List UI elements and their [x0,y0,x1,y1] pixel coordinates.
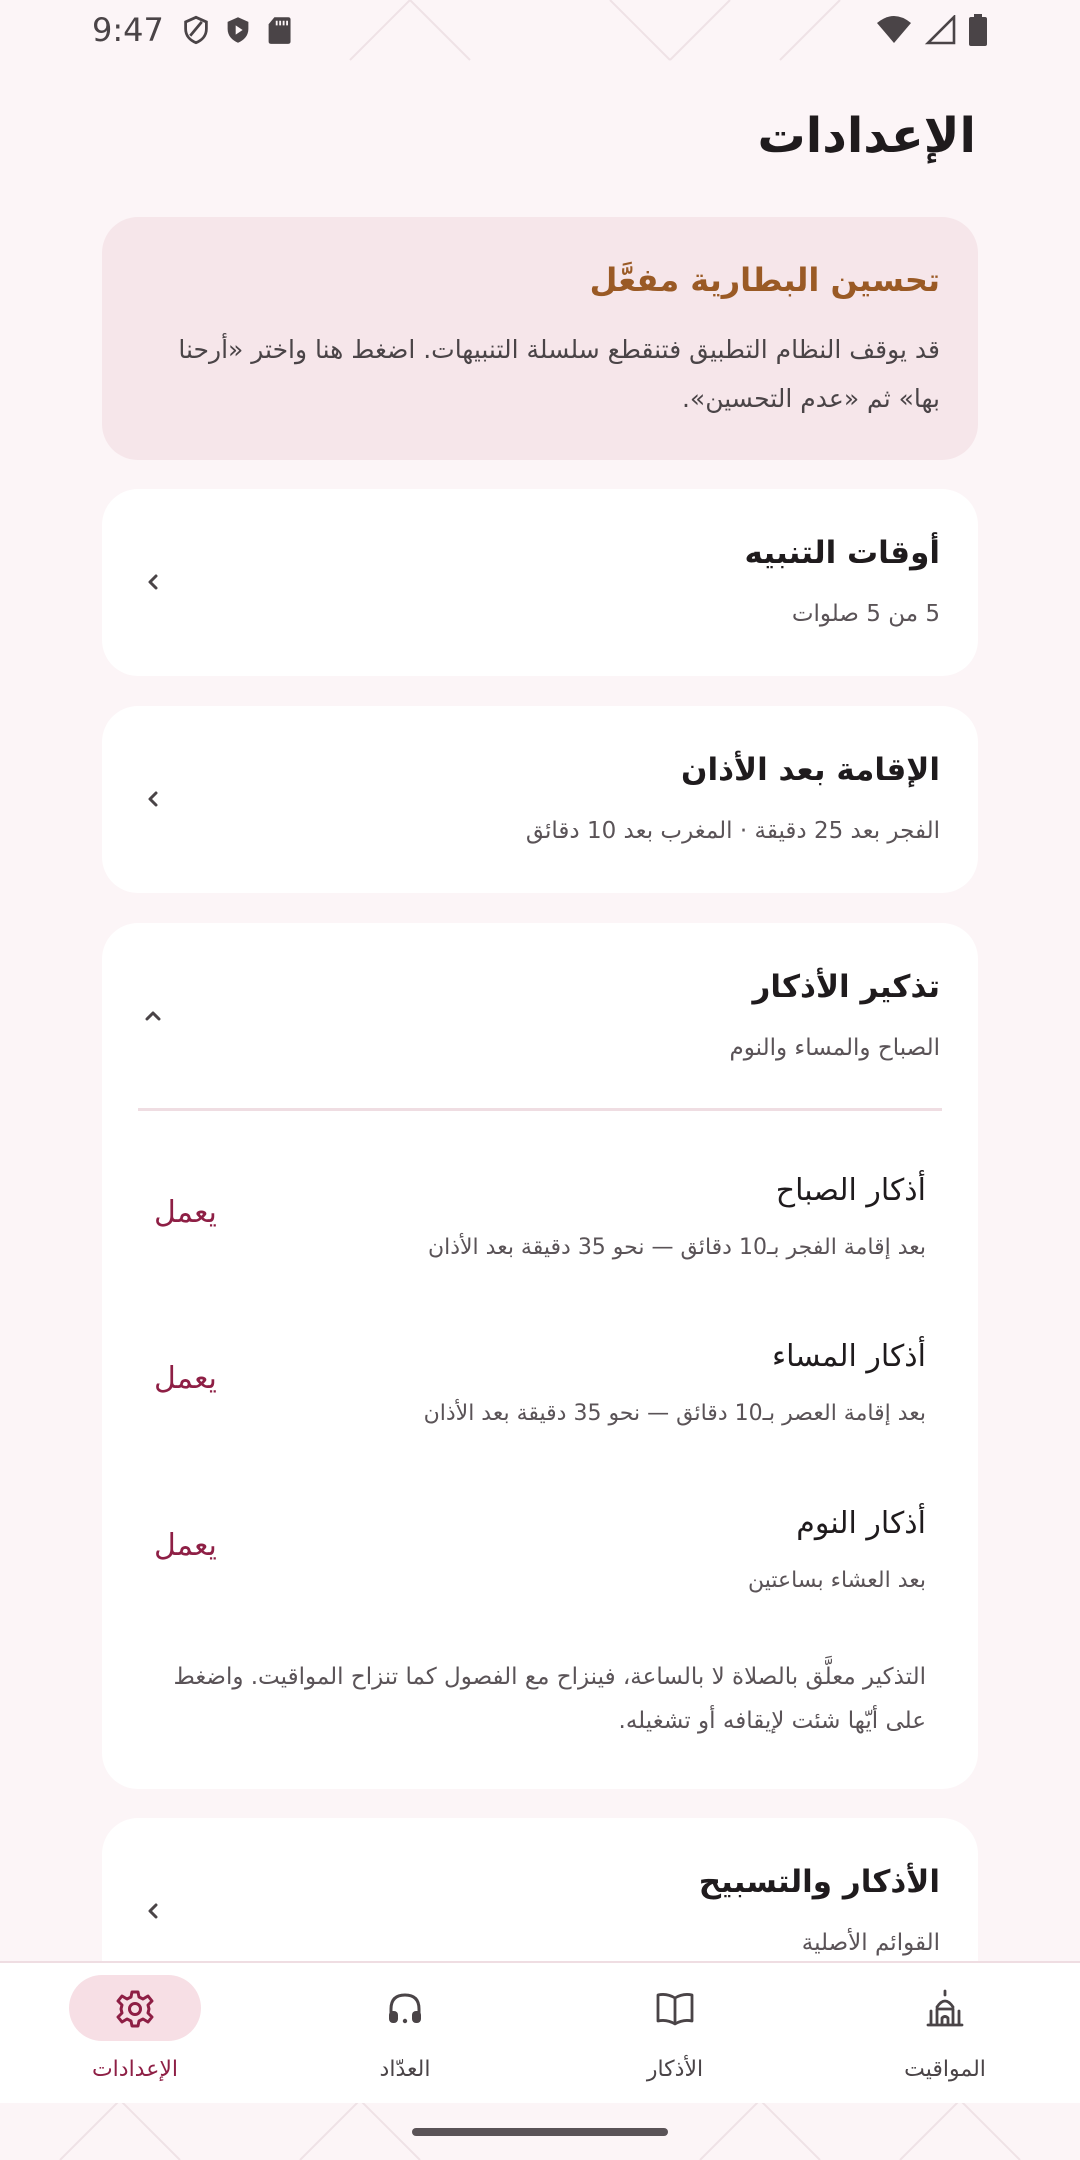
iqama-subtitle: الفجر بعد 25 دقيقة · المغرب بعد 10 دقائق [525,818,940,844]
chevron-left-icon [138,784,168,814]
bottom-navigation [0,1961,1080,2103]
iqama-card[interactable] [102,706,978,893]
adhkar-reminder-note: التذكير معلَّق بالصلاة لا بالساعة، فينزاح مع الفصول كما تنزاح المواقيت. واضغط على أيّها شئت لإيقافه أو تشغيله. [173,1664,926,1734]
nav-settings[interactable] [0,1963,270,2103]
adhkar-tasbih-subtitle: القوائم الأصلية [801,1930,940,1956]
nav-label: العدّاد [379,2057,431,2082]
status-time: 9:47 [92,11,164,49]
battery-warning-title: تحسين البطارية مفعَّل [589,261,940,299]
book-icon [653,1987,697,2031]
divider [138,1108,942,1111]
morning-adhkar-title: أذكار الصباح [775,1173,926,1208]
nav-adhkar[interactable] [540,1963,810,2103]
adhkar-reminder-subtitle: الصباح والمساء والنوم [729,1035,940,1061]
cellular-icon [924,15,956,45]
sleep-adhkar-status[interactable]: يعمل [154,1528,217,1563]
alarm-times-row[interactable] [102,489,978,676]
sleep-adhkar-item[interactable] [102,1476,978,1626]
morning-adhkar-status[interactable]: يعمل [154,1195,217,1230]
sd-card-icon [266,15,292,45]
battery-optimization-card[interactable] [102,217,978,460]
headphones-icon [383,1987,427,2031]
nav-label: الإعدادات [91,2057,179,2082]
home-indicator[interactable] [412,2128,668,2136]
adhkar-reminder-card [102,923,978,1789]
alarm-times-card[interactable] [102,489,978,676]
nav-label: المواقيت [904,2057,986,2082]
alarm-times-subtitle: 5 من 5 صلوات [791,601,940,627]
evening-adhkar-desc: بعد إقامة العصر بـ10 دقائق — نحو 35 دقيقة بعد الأذان [423,1401,926,1426]
sleep-adhkar-desc: بعد العشاء بساعتين [748,1568,926,1593]
evening-adhkar-status[interactable]: يعمل [154,1361,217,1396]
battery-warning-body: قد يوقف النظام التطبيق فتنقطع سلسلة التنبيهات. اضغط هنا واختر «أرحنا بها» ثم «عدم التحسين». [178,335,940,413]
evening-adhkar-item[interactable] [102,1309,978,1459]
wifi-icon [876,15,912,45]
adhkar-reminder-title: تذكير الأذكار [752,969,940,1005]
chevron-left-icon [138,567,168,597]
chevron-up-icon [138,1001,168,1031]
chevron-left-icon [138,1896,168,1926]
alarm-times-title: أوقات التنبيه [744,535,940,571]
morning-adhkar-desc: بعد إقامة الفجر بـ10 دقائق — نحو 35 دقيقة بعد الأذان [427,1235,926,1260]
page-title: الإعدادات [757,108,976,164]
adhkar-tasbih-title: الأذكار والتسبيح [698,1864,940,1900]
battery-icon [968,14,988,46]
sleep-adhkar-title: أذكار النوم [796,1506,926,1541]
adhkar-reminder-header[interactable] [102,923,978,1110]
nav-prayer-times[interactable] [810,1963,1080,2103]
iqama-title: الإقامة بعد الأذان [681,752,940,788]
morning-adhkar-item[interactable] [102,1143,978,1293]
mosque-icon [923,1987,967,2031]
status-bar [0,0,1080,60]
iqama-row[interactable] [102,706,978,893]
nav-label: الأذكار [646,2057,704,2082]
shield-outline-icon [182,15,210,45]
gear-icon [113,1987,157,2031]
shield-play-icon [224,15,252,45]
nav-counter[interactable] [270,1963,540,2103]
evening-adhkar-title: أذكار المساء [772,1339,926,1374]
